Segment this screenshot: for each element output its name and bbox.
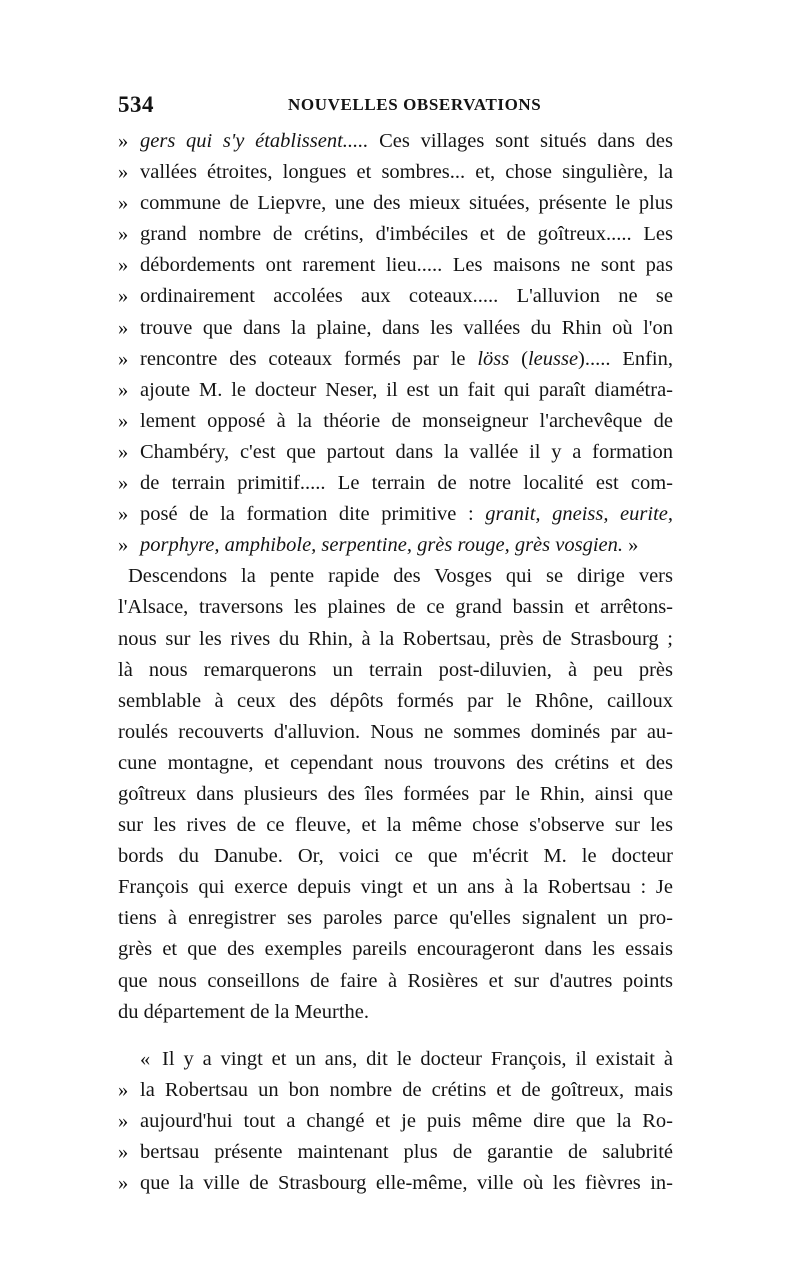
text-line xyxy=(118,126,673,157)
quote-mark: » xyxy=(118,1141,129,1163)
page-header xyxy=(118,92,673,118)
quote-mark: » xyxy=(118,378,129,401)
italic-text: porphyre, amphibole, serpentine, grès rouge, grès vosgien. xyxy=(140,534,624,557)
text-line xyxy=(118,1044,673,1075)
text-line xyxy=(118,592,673,623)
text-line xyxy=(118,966,673,997)
text-segment: lement opposé à la théorie de monseigneur l'archevêque de xyxy=(140,409,673,432)
text-line xyxy=(118,250,673,281)
text-line xyxy=(118,1168,673,1199)
quote-mark: » xyxy=(118,192,129,215)
text-line xyxy=(118,375,673,406)
text-line xyxy=(118,779,673,810)
text-segment: de terrain primitif..... Le terrain de notre localité est com- xyxy=(140,472,673,495)
quote-mark: » xyxy=(118,1172,129,1195)
quote-mark: » xyxy=(118,130,129,152)
text-line xyxy=(118,1137,673,1168)
italic-text: gers qui s'y établissent..... xyxy=(140,130,369,152)
text-segment: Il y a vingt et un ans, dit le docteur François, il existait à xyxy=(162,1047,673,1070)
paragraph-gap xyxy=(118,1028,673,1044)
text-line xyxy=(118,1075,673,1106)
text-segment: » xyxy=(623,534,639,557)
text-line xyxy=(118,717,673,748)
text-line xyxy=(118,748,673,779)
page-number: 534 xyxy=(118,92,154,117)
text-line xyxy=(118,686,673,717)
text-line xyxy=(118,468,673,499)
text-segment: roulés recouverts d'alluvion. Nous ne sommes dominés par au- xyxy=(118,720,673,743)
text-segment: que la ville de Strasbourg elle-même, ville où les fièvres in- xyxy=(140,1172,673,1195)
quote-mark: » xyxy=(118,503,129,526)
quote-mark: » xyxy=(118,161,129,184)
text-segment: semblable à ceux des dépôts formés par le Rhône, cailloux xyxy=(118,689,673,712)
text-line xyxy=(118,406,673,437)
text-segment: l'Alsace, traversons les plaines de ce grand bassin et arrêtons- xyxy=(118,596,673,619)
text-line xyxy=(118,997,673,1028)
text-segment: grand nombre de crétins, d'imbéciles et de goîtreux..... Les xyxy=(140,223,673,246)
text-line xyxy=(118,281,673,312)
text-segment: là nous remarquerons un terrain post-diluvien, à peu près xyxy=(118,658,673,681)
text-segment: Chambéry, c'est que partout dans la vallée il y a formation xyxy=(140,440,673,463)
text-line xyxy=(118,530,673,561)
italic-text: granit, gneiss, eurite, xyxy=(485,503,673,526)
text-segment: François qui exerce depuis vingt et un ans à la Robertsau : Je xyxy=(118,876,673,899)
quote-mark: » xyxy=(118,1078,129,1101)
text-line xyxy=(118,841,673,872)
text-line xyxy=(118,188,673,219)
text-segment: cune montagne, et cependant nous trouvons des crétins et des xyxy=(118,751,673,774)
text-line xyxy=(118,499,673,530)
quote-mark: » xyxy=(118,472,129,495)
text-line xyxy=(118,1106,673,1137)
italic-text: leusse xyxy=(527,347,579,370)
italic-text: löss xyxy=(477,347,510,370)
text-line xyxy=(118,344,673,375)
text-segment: trouve que dans la plaine, dans les vallées du Rhin où l'on xyxy=(140,316,673,339)
text-line xyxy=(118,219,673,250)
text-segment: nous sur les rives du Rhin, à la Robertsau, près de Strasbourg ; xyxy=(118,627,673,650)
quote-mark: » xyxy=(118,1109,129,1132)
text-segment: ( xyxy=(509,347,528,370)
text-segment: bertsau présente maintenant plus de garantie de salubrité xyxy=(140,1141,673,1163)
text-segment: ordinairement accolées aux coteaux..... L'alluvion ne se xyxy=(140,285,673,308)
text-segment: )..... Enfin, xyxy=(578,347,673,370)
quote-mark: » xyxy=(118,316,129,339)
text-segment: la Robertsau un bon nombre de crétins et de goîtreux, mais xyxy=(140,1078,673,1101)
text-segment: que nous conseillons de faire à Rosières et sur d'autres points xyxy=(118,969,673,992)
text-segment: bords du Danube. Or, voici ce que m'écrit M. le docteur xyxy=(118,845,673,868)
text-segment: posé de la formation dite primitive : xyxy=(140,503,486,526)
text-line xyxy=(118,157,673,188)
quote-mark: » xyxy=(118,440,129,463)
text-segment: rencontre des coteaux formés par le xyxy=(140,347,478,370)
text-line xyxy=(118,872,673,903)
text-segment: ajoute M. le docteur Neser, il est un fait qui paraît diamétra- xyxy=(140,378,673,401)
quote-mark: » xyxy=(118,285,129,308)
quote-mark: » xyxy=(118,409,129,432)
text-line xyxy=(118,624,673,655)
quote-mark: » xyxy=(118,254,129,277)
text-segment: commune de Liepvre, une des mieux situées, présente le plus xyxy=(140,192,673,215)
text-segment: aujourd'hui tout a changé et je puis même dire que la Ro- xyxy=(140,1109,673,1132)
text-segment: débordements ont rarement lieu..... Les maisons ne sont pas xyxy=(140,254,673,277)
text-segment: sur les rives de ce fleuve, et la même chose s'observe sur les xyxy=(118,814,673,837)
text-segment: tiens à enregistrer ses paroles parce qu'elles signalent un pro- xyxy=(118,907,673,930)
text-line xyxy=(118,903,673,934)
text-line xyxy=(118,810,673,841)
quote-mark: » xyxy=(118,534,129,557)
text-segment: Descendons la pente rapide des Vosges qui se dirige vers xyxy=(128,565,673,588)
text-line xyxy=(118,313,673,344)
quote-mark: « xyxy=(140,1047,151,1070)
text-line xyxy=(118,655,673,686)
text-segment: goîtreux dans plusieurs des îles formées par le Rhin, ainsi que xyxy=(118,782,673,805)
text-line xyxy=(118,561,673,592)
quote-mark: » xyxy=(118,347,129,370)
running-title: NOUVELLES OBSERVATIONS xyxy=(288,95,542,114)
text-line xyxy=(118,437,673,468)
text-segment: du département de la Meurthe. xyxy=(118,1000,370,1023)
quote-mark: » xyxy=(118,223,129,246)
text-segment: Ces villages sont situés dans des xyxy=(368,130,673,152)
text-segment: vallées étroites, longues et sombres... et, chose singulière, la xyxy=(140,161,673,184)
text-line xyxy=(118,934,673,965)
text-segment: grès et que des exemples pareils encourageront dans les essais xyxy=(118,938,673,961)
body-text xyxy=(118,126,673,1199)
